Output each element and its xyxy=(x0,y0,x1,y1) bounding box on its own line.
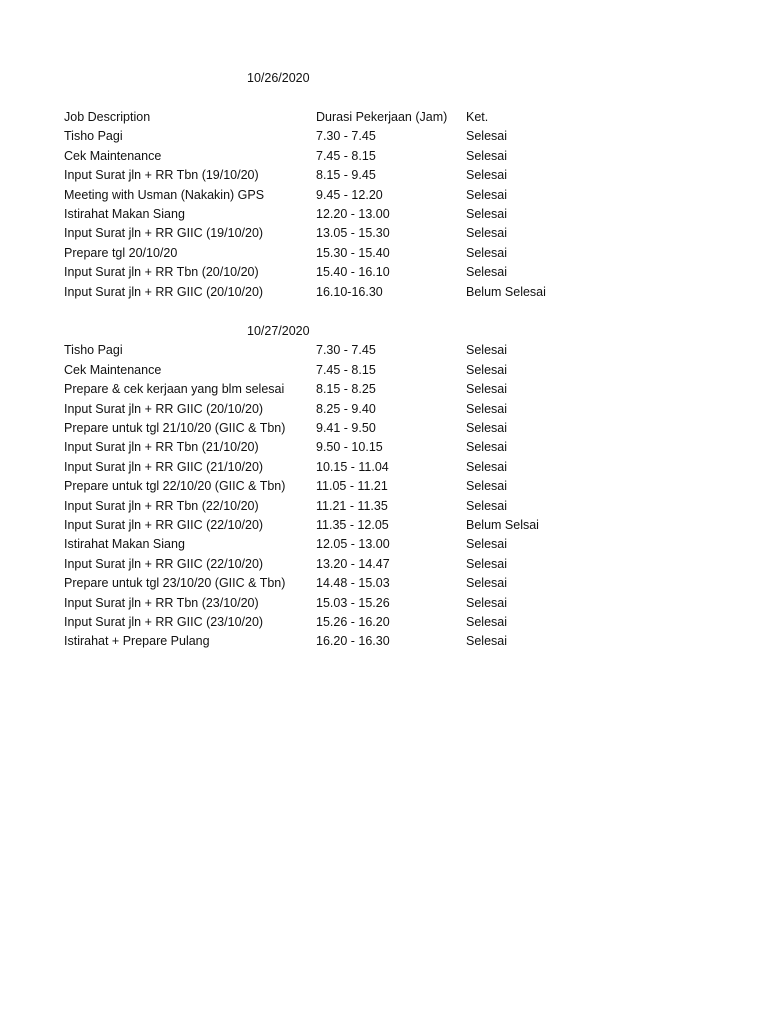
duration-header: Durasi Pekerjaan (Jam) xyxy=(316,110,448,124)
job-description-cell: Prepare untuk tgl 21/10/20 (GIIC & Tbn) xyxy=(64,421,286,435)
job-description-header: Job Description xyxy=(64,110,151,124)
day-2-date: 10/27/2020 xyxy=(247,324,310,338)
job-description-cell: Input Surat jln + RR GIIC (23/10/20) xyxy=(64,615,264,629)
job-description-cell: Input Surat jln + RR Tbn (21/10/20) xyxy=(64,440,259,455)
duration-cell: 14.48 - 15.03 xyxy=(316,576,390,591)
job-description-cell: Input Surat jln + RR Tbn (23/10/20) xyxy=(64,595,259,610)
note-cell: Selesai xyxy=(466,498,507,513)
note-cell: Selesai xyxy=(466,401,507,416)
note-cell: Selesai xyxy=(466,148,507,163)
note-cell: Selesai xyxy=(466,226,507,241)
table-row xyxy=(64,613,724,632)
note-cell: Selesai xyxy=(466,187,507,202)
table-row xyxy=(64,497,724,516)
table-row xyxy=(64,419,724,438)
job-description-cell: Prepare untuk tgl 22/10/20 (GIIC & Tbn) xyxy=(64,479,286,494)
duration-cell: 16.10-16.30 xyxy=(316,284,383,299)
duration-cell: 11.05 - 11.21 xyxy=(316,479,388,494)
table-row xyxy=(64,535,724,554)
job-description-cell: Cek Maintenance xyxy=(64,148,162,163)
job-description-cell: Input Surat jln + RR GIIC (22/10/20) xyxy=(64,518,264,532)
table-row xyxy=(64,380,724,399)
duration-cell: 7.30 - 7.45 xyxy=(316,343,376,358)
job-description-cell: Tisho Pagi xyxy=(64,343,123,358)
duration-cell: 7.45 - 8.15 xyxy=(316,362,376,377)
table-row xyxy=(64,263,724,282)
note-cell: Selesai xyxy=(466,207,507,221)
job-description-cell: Meeting with Usman (Nakakin) GPS xyxy=(64,187,265,202)
note-cell: Selesai xyxy=(466,362,507,377)
job-description-cell: Prepare & cek kerjaan yang blm selesai xyxy=(64,382,285,397)
duration-cell: 15.30 - 15.40 xyxy=(316,245,390,260)
job-description-cell: Input Surat jln + RR Tbn (19/10/20) xyxy=(64,168,259,183)
day-1-date: 10/26/2020 xyxy=(247,71,310,85)
note-cell: Belum Selesai xyxy=(466,284,546,299)
job-description-cell: Istirahat Makan Siang xyxy=(64,207,185,221)
table-row xyxy=(64,283,724,302)
header-row xyxy=(64,108,724,127)
duration-cell: 15.40 - 16.10 xyxy=(316,265,390,280)
table-row xyxy=(64,127,724,146)
table-row xyxy=(64,632,724,651)
job-description-cell: Input Surat jln + RR GIIC (19/10/20) xyxy=(64,226,264,241)
note-cell: Selesai xyxy=(466,421,507,435)
note-cell: Selesai xyxy=(466,440,507,455)
job-description-cell: Input Surat jln + RR GIIC (22/10/20) xyxy=(64,556,264,571)
job-description-cell: Input Surat jln + RR GIIC (20/10/20) xyxy=(64,401,264,416)
job-description-cell: Istirahat Makan Siang xyxy=(64,537,185,552)
duration-cell: 11.21 - 11.35 xyxy=(316,498,388,513)
table-row xyxy=(64,477,724,496)
duration-cell: 8.15 - 9.45 xyxy=(316,168,376,183)
job-description-cell: Tisho Pagi xyxy=(64,129,123,144)
job-description-cell: Input Surat jln + RR Tbn (22/10/20) xyxy=(64,498,259,513)
duration-cell: 12.20 - 13.00 xyxy=(316,207,390,221)
job-description-cell: Istirahat + Prepare Pulang xyxy=(64,634,210,649)
duration-cell: 16.20 - 16.30 xyxy=(316,634,390,649)
table-row xyxy=(64,244,724,263)
table-row xyxy=(64,555,724,574)
note-cell: Selesai xyxy=(466,129,507,144)
job-description-cell: Prepare tgl 20/10/20 xyxy=(64,245,178,260)
duration-cell: 13.05 - 15.30 xyxy=(316,226,390,241)
table-row xyxy=(64,516,724,535)
note-cell: Selesai xyxy=(466,343,507,358)
job-description-cell: Input Surat jln + RR Tbn (20/10/20) xyxy=(64,265,259,280)
note-cell: Selesai xyxy=(466,595,507,610)
job-description-cell: Prepare untuk tgl 23/10/20 (GIIC & Tbn) xyxy=(64,576,286,591)
note-cell: Selesai xyxy=(466,479,507,494)
duration-cell: 9.50 - 10.15 xyxy=(316,440,383,455)
duration-cell: 9.45 - 12.20 xyxy=(316,187,383,202)
duration-cell: 13.20 - 14.47 xyxy=(316,556,390,571)
table-row xyxy=(64,361,724,380)
duration-cell: 7.30 - 7.45 xyxy=(316,129,376,144)
table-row xyxy=(64,166,724,185)
duration-cell: 15.26 - 16.20 xyxy=(316,615,390,629)
note-cell: Selesai xyxy=(466,576,507,591)
table-row xyxy=(64,205,724,224)
note-header: Ket. xyxy=(466,110,489,124)
table-row xyxy=(64,594,724,613)
note-cell: Selesai xyxy=(466,382,507,397)
job-description-cell: Input Surat jln + RR GIIC (21/10/20) xyxy=(64,459,264,474)
note-cell: Selesai xyxy=(466,634,507,649)
note-cell: Selesai xyxy=(466,168,507,183)
note-cell: Selesai xyxy=(466,537,507,552)
table-row xyxy=(64,186,724,205)
table-row xyxy=(64,147,724,166)
duration-cell: 11.35 - 12.05 xyxy=(316,518,389,532)
job-description-cell: Cek Maintenance xyxy=(64,362,162,377)
duration-cell: 12.05 - 13.00 xyxy=(316,537,390,552)
note-cell: Belum Selsai xyxy=(466,518,539,532)
table-row xyxy=(64,458,724,477)
note-cell: Selesai xyxy=(466,615,507,629)
table-row xyxy=(64,574,724,593)
job-description-cell: Input Surat jln + RR GIIC (20/10/20) xyxy=(64,284,264,299)
note-cell: Selesai xyxy=(466,265,507,280)
table-row xyxy=(64,438,724,457)
duration-cell: 15.03 - 15.26 xyxy=(316,595,390,610)
duration-cell: 10.15 - 11.04 xyxy=(316,459,389,474)
table-row xyxy=(64,400,724,419)
duration-cell: 8.25 - 9.40 xyxy=(316,401,376,416)
table-row xyxy=(64,224,724,243)
note-cell: Selesai xyxy=(466,245,507,260)
duration-cell: 7.45 - 8.15 xyxy=(316,148,376,163)
duration-cell: 8.15 - 8.25 xyxy=(316,382,376,397)
note-cell: Selesai xyxy=(466,556,507,571)
table-row xyxy=(64,341,724,360)
note-cell: Selesai xyxy=(466,459,507,474)
duration-cell: 9.41 - 9.50 xyxy=(316,421,376,435)
